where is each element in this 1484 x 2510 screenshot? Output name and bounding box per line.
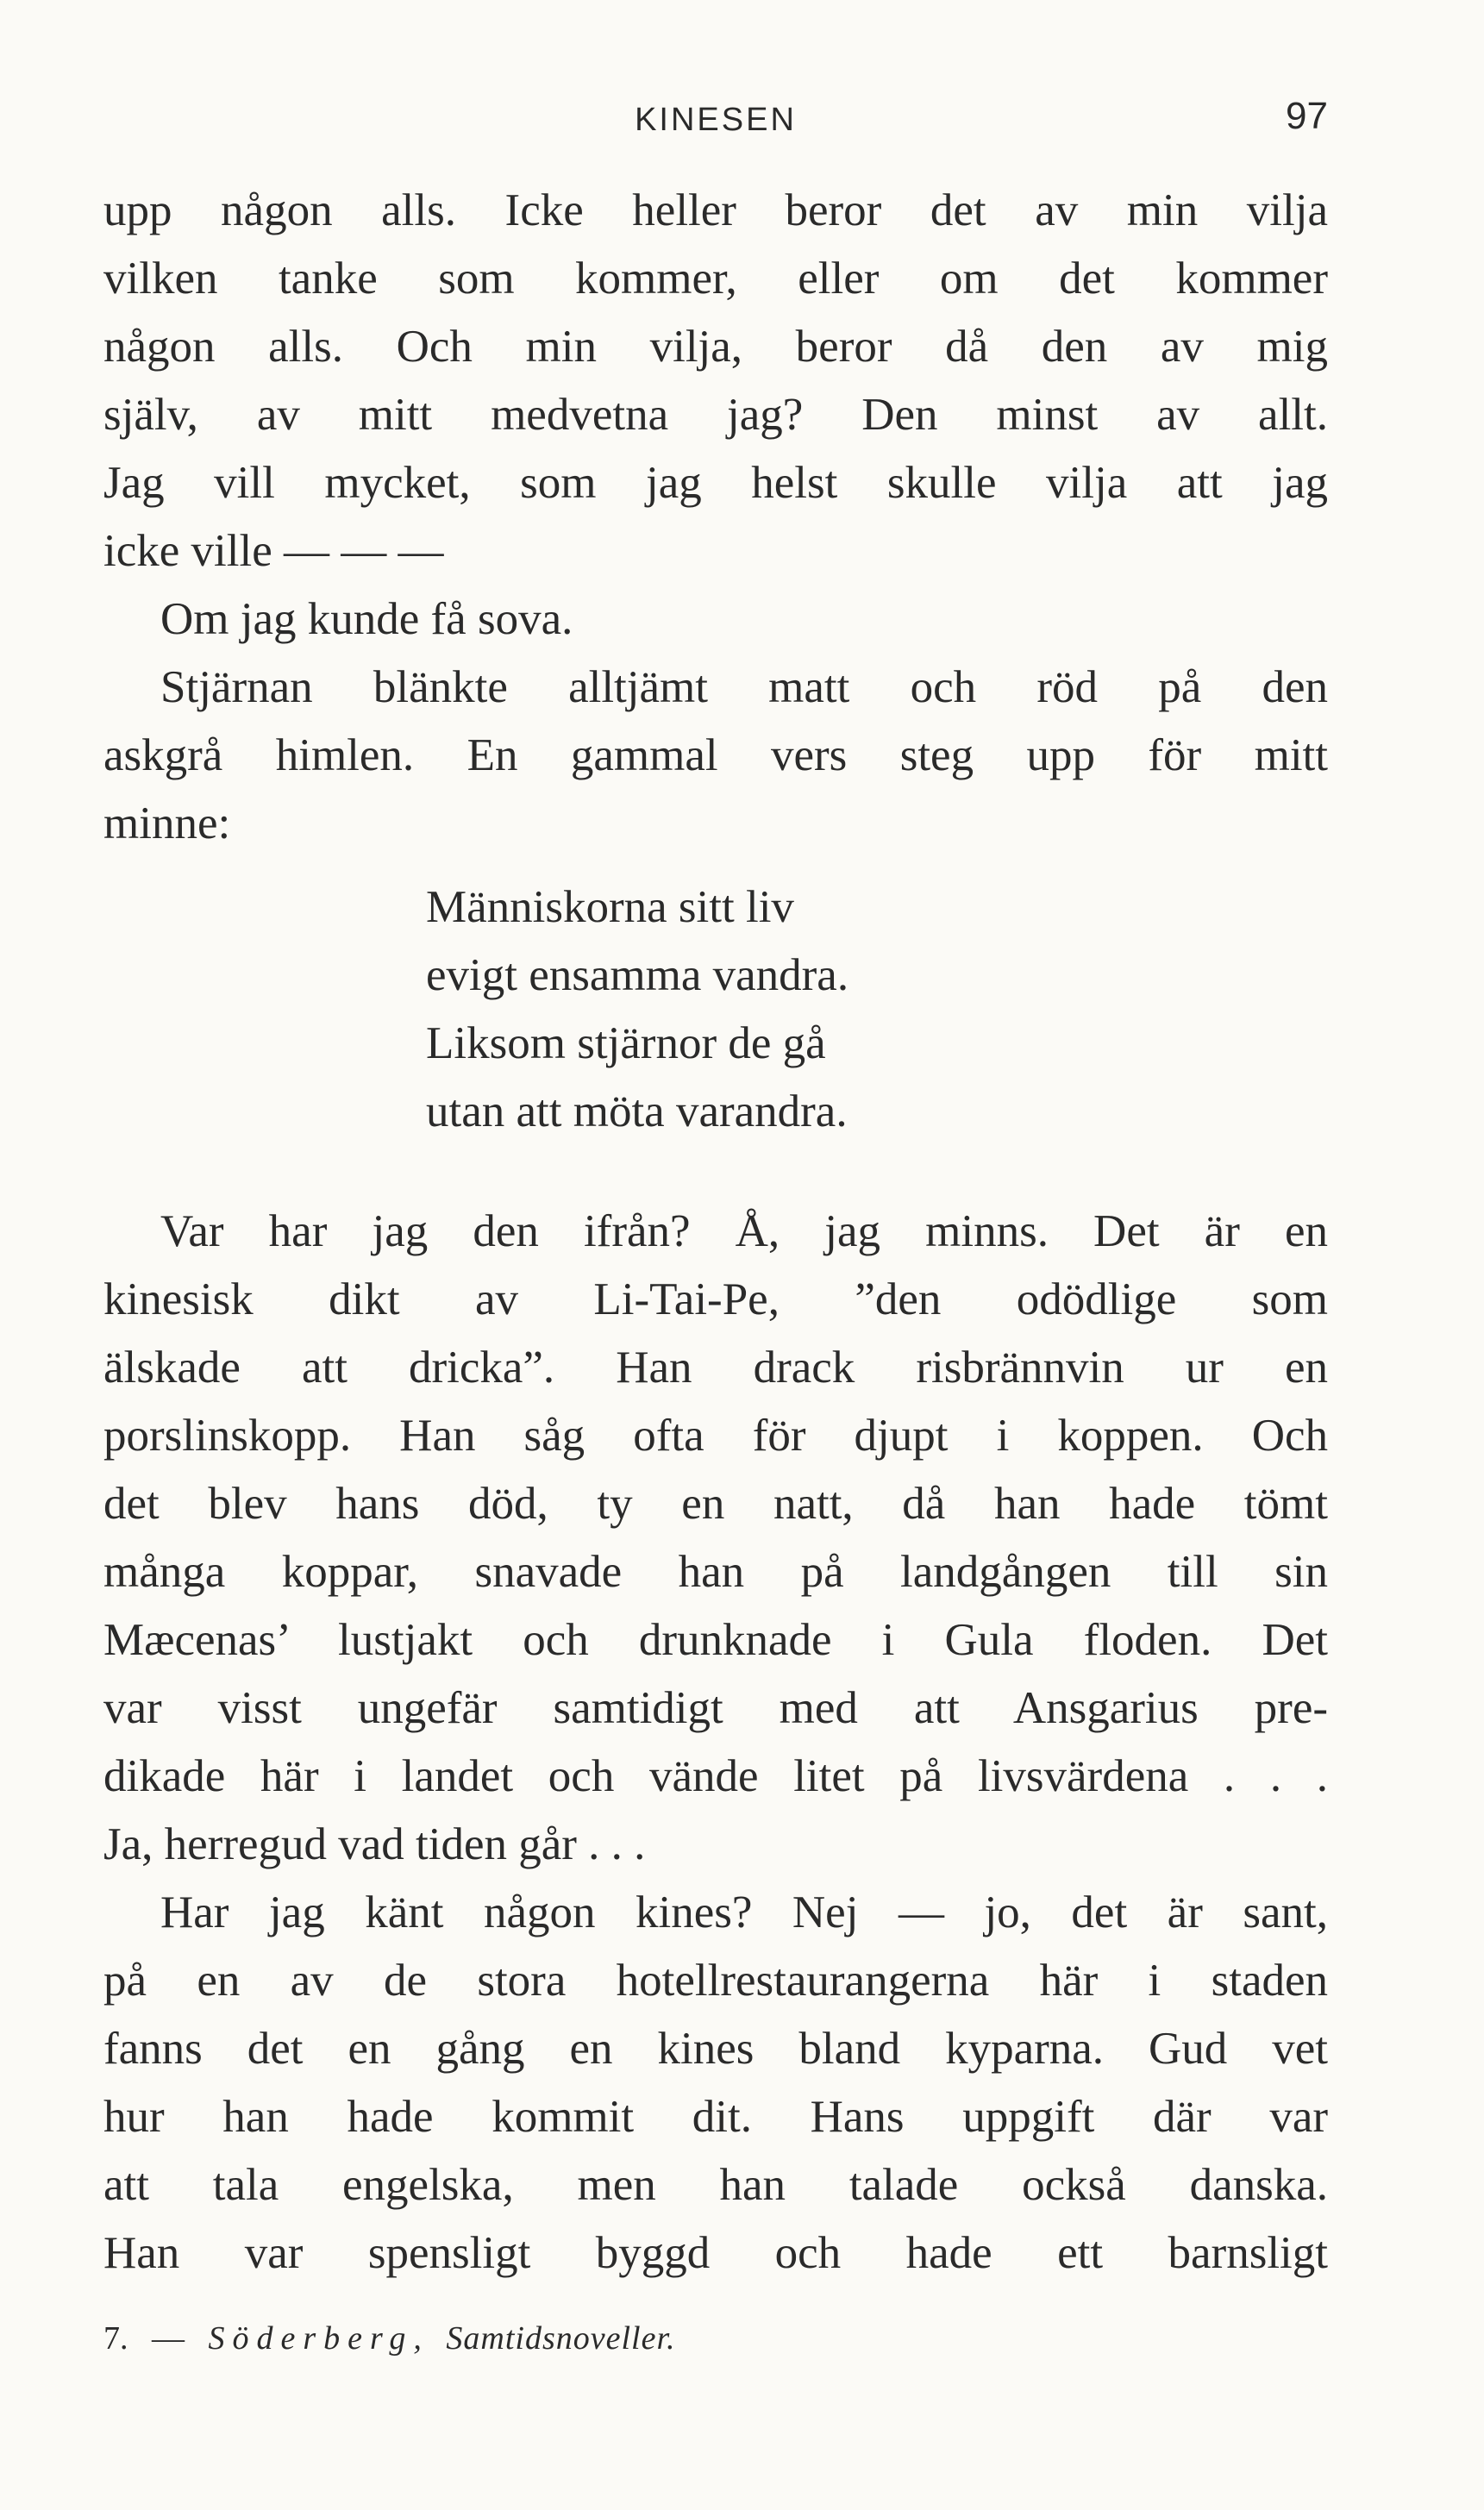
text-line: Ja, herregud vad tiden går . . . bbox=[103, 1819, 646, 1869]
paragraph-4 bbox=[103, 1198, 1328, 1879]
text-line: Om jag kunde få sova. bbox=[160, 594, 573, 644]
text-line: någon alls. Och min vilja, beror då den av mig bbox=[103, 322, 1328, 372]
poem-block bbox=[103, 873, 1328, 1146]
text-line: många koppar, snavade han på landgången till sin bbox=[103, 1547, 1328, 1597]
text-line: porslinskopp. Han såg ofta för djupt i koppen. Och bbox=[103, 1411, 1328, 1461]
text-line: minne: bbox=[103, 798, 231, 848]
text-line: Jag vill mycket, som jag helst skulle vilja att jag bbox=[103, 458, 1328, 508]
signature-footer bbox=[103, 2319, 676, 2357]
signature-mark: 7. bbox=[103, 2320, 128, 2357]
text-line: Stjärnan blänkte alltjämt matt och röd på den bbox=[160, 662, 1328, 712]
text-line: älskade att dricka”. Han drack risbrännvin ur en bbox=[103, 1343, 1328, 1393]
footer-dash: — bbox=[152, 2320, 185, 2357]
text-line: Han var spensligt byggd och hade ett barnsligt bbox=[103, 2228, 1328, 2278]
footer-work-title: Samtidsnoveller. bbox=[446, 2320, 676, 2357]
text-line: hur han hade kommit dit. Hans uppgift där var bbox=[103, 2092, 1328, 2142]
text-line: askgrå himlen. En gammal vers steg upp för mitt bbox=[103, 730, 1328, 780]
paragraph-5 bbox=[103, 1879, 1328, 2288]
text-line: Har jag känt någon kines? Nej — jo, det är sant, bbox=[160, 1887, 1328, 1937]
running-title: KINESEN bbox=[635, 102, 797, 138]
text-line: fanns det en gång en kines bland kyparna. Gud vet bbox=[103, 2024, 1328, 2074]
paragraph-3 bbox=[103, 654, 1328, 858]
text-line: att tala engelska, men han talade också danska. bbox=[103, 2160, 1328, 2210]
body-text bbox=[103, 177, 1328, 2288]
text-line: Var har jag den ifrån? Å, jag minns. Det är en bbox=[160, 1206, 1328, 1256]
text-line: vilken tanke som kommer, eller om det kommer bbox=[103, 254, 1328, 304]
text-line: på en av de stora hotellrestaurangerna här i staden bbox=[103, 1956, 1328, 2006]
text-line: var visst ungefär samtidigt med att Ansgarius pre- bbox=[103, 1683, 1328, 1733]
poem-line: utan att möta varandra. bbox=[426, 1086, 848, 1136]
poem-line: evigt ensamma vandra. bbox=[426, 950, 849, 1000]
text-line: upp någon alls. Icke heller beror det av min vilja bbox=[103, 185, 1328, 235]
footer-author: Söderberg, bbox=[208, 2320, 429, 2357]
paragraph-1 bbox=[103, 177, 1328, 585]
poem-line: Människorna sitt liv bbox=[426, 882, 794, 932]
text-line: dikade här i landet och vände litet på livsvärdena . . . bbox=[103, 1751, 1328, 1801]
running-head bbox=[103, 86, 1328, 138]
text-line: själv, av mitt medvetna jag? Den minst av allt. bbox=[103, 390, 1328, 440]
page-number: 97 bbox=[1286, 95, 1328, 137]
poem-line: Liksom stjärnor de gå bbox=[426, 1018, 826, 1068]
text-line: Mæcenas’ lustjakt och drunknade i Gula floden. Det bbox=[103, 1615, 1328, 1665]
text-line: icke ville — — — bbox=[103, 526, 444, 576]
text-line: det blev hans död, ty en natt, då han hade tömt bbox=[103, 1479, 1328, 1529]
paragraph-2 bbox=[103, 585, 1328, 654]
text-line: kinesisk dikt av Li-Tai-Pe, ”den odödlige som bbox=[103, 1274, 1328, 1324]
